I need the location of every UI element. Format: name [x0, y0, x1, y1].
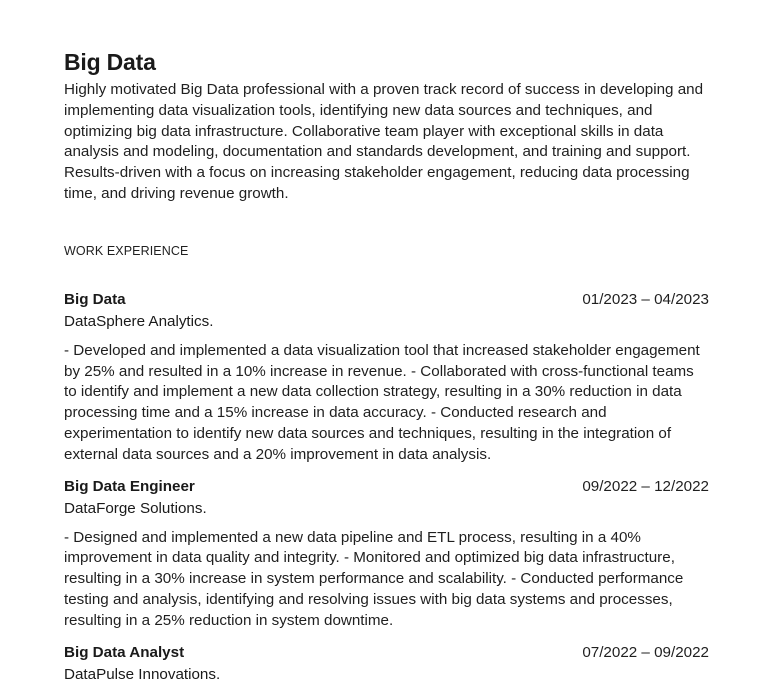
- job-title: Big Data: [64, 290, 126, 308]
- job-dates: 01/2023 – 04/2023: [582, 290, 709, 308]
- job-entry: [64, 476, 709, 632]
- job-description: - Designed and implemented a new data pipeline and ETL process, resulting in a 40% improvement in data quality and integrity. - Monitored and optimized big data infrastructure, resulting in a 30% increase in system performance and scalability. - Conducted performance testing and analysis, identifying and resolving issues with big data systems and processes, resulting in a 25% reduction in system downtime.: [64, 528, 684, 629]
- job-header: [64, 289, 709, 311]
- job-title: Big Data Analyst: [64, 643, 185, 661]
- job-entry: [64, 289, 709, 466]
- job-header: [64, 476, 709, 498]
- job-entry: [64, 642, 709, 686]
- section-heading-work-experience: WORK EXPERIENCE: [64, 243, 189, 258]
- resume-title: Big Data: [64, 49, 156, 75]
- job-list: [64, 289, 709, 686]
- professional-summary: Highly motivated Big Data professional with a proven track record of success in developing and implementing data visualization tools, identifying new data sources and techniques, and optimizing big data infrastructure. Collaborative team player with exceptional skills in data analysis and modeling, documentation and standards development, and training and support. Results-driven with a focus on increasing stakeholder engagement, reducing data processing time, and driving revenue growth.: [64, 81, 704, 202]
- job-company: DataPulse Innovations.: [64, 665, 221, 683]
- job-dates: 07/2022 – 09/2022: [582, 643, 709, 661]
- job-dates: 09/2022 – 12/2022: [582, 477, 709, 495]
- job-header: [64, 642, 709, 664]
- job-company: DataForge Solutions.: [64, 499, 207, 517]
- job-company: DataSphere Analytics.: [64, 312, 214, 330]
- job-description: - Developed and implemented a data visualization tool that increased stakeholder engagement by 25% and resulted in a 10% increase in revenue. - Collaborated with cross-functional teams to identify and implement a new data collection strategy, resulting in a 30% reduction in data processing time and a 15% increase in data accuracy. - Conducted research and experimentation to identify new data sources and techniques, resulting in the integration of external data sources and a 20% improvement in data analysis.: [64, 341, 700, 463]
- resume-page: [64, 48, 709, 696]
- job-title: Big Data Engineer: [64, 477, 195, 495]
